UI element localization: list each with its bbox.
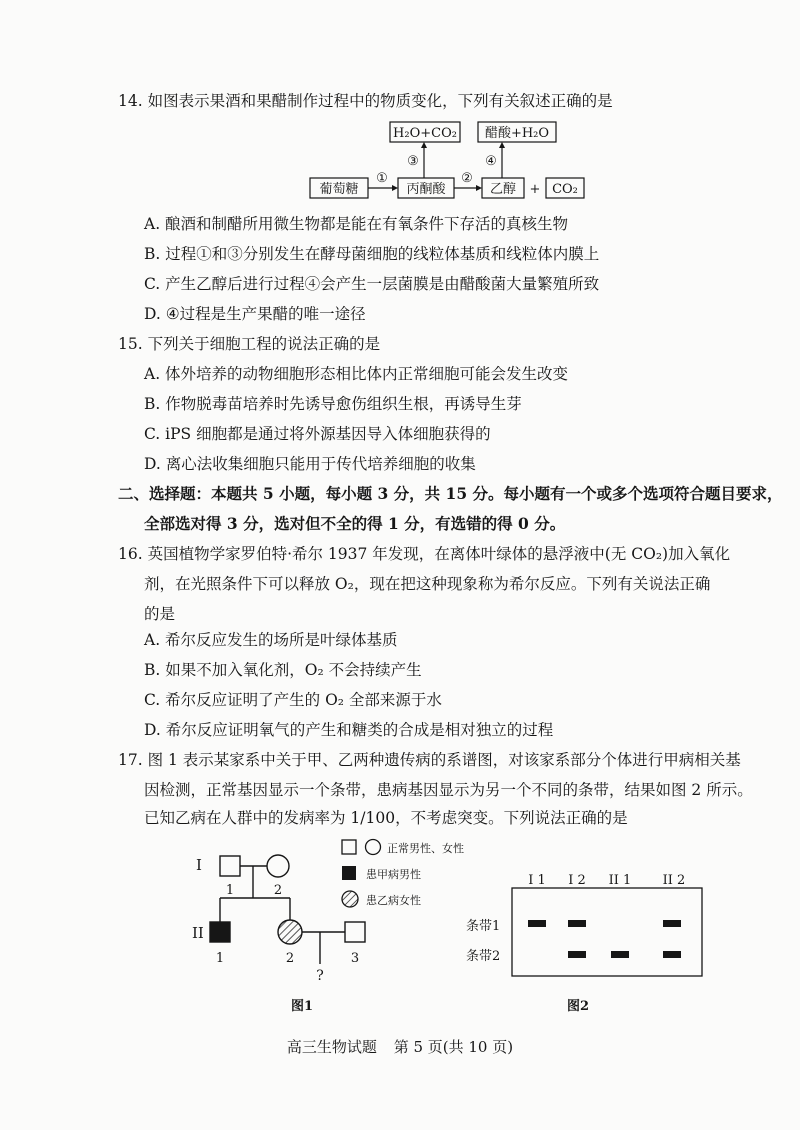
q15-option-c: C. iPS 细胞都是通过将外源基因导入体细胞获得的	[144, 425, 491, 443]
i1-normal-male	[220, 856, 240, 876]
ii2-number: 2	[285, 951, 295, 966]
band-ii1-2	[611, 951, 629, 958]
band-i2-2	[568, 951, 586, 958]
q14-option-a: A. 酿酒和制醋所用微生物都是能在有氧条件下存活的真核生物	[144, 215, 569, 233]
q14-option-c: C. 产生乙醇后进行过程④会产生一层菌膜是由醋酸菌大量繁殖所致	[144, 275, 600, 293]
legend-disease-b-text: 患乙病女性	[366, 894, 421, 907]
ii1-number: 1	[215, 951, 225, 966]
legend-disease-a-icon	[342, 866, 356, 880]
legend-male-icon	[342, 840, 356, 854]
step-4: ④	[485, 154, 497, 169]
label-plus: +	[529, 182, 541, 197]
band-i1-1	[528, 920, 546, 927]
ii3-normal-male	[345, 922, 365, 942]
label-ethanol: 乙醇	[489, 182, 517, 197]
gel-figure	[460, 866, 720, 1016]
section2-line2: 全部选对得 3 分，选对但不全的得 1 分，有选错的得 0 分。	[144, 514, 566, 533]
q14-option-b: B. 过程①和③分别发生在酵母菌细胞的线粒体基质和线粒体内膜上	[144, 245, 600, 263]
q17-stem-2: 因检测，正常基因显示一个条带，患病基因显示为另一个不同的条带，结果如图 2 所示。	[144, 781, 753, 799]
band1-label: 条带1	[466, 919, 501, 934]
legend-normal-text: 正常男性、女性	[387, 842, 464, 855]
gen-2-label: II	[192, 924, 204, 942]
q16-stem-1: 16. 英国植物学家罗伯特·希尔 1937 年发现，在离体叶绿体的悬浮液中(无 CO₂)加入氧化	[118, 545, 731, 563]
footer-title: 高三生物试题	[286, 1038, 377, 1056]
q16-stem-2: 剂，在光照条件下可以释放 O₂，现在把这种现象称为希尔反应。下列有关说法正确	[144, 575, 711, 593]
gen-1-label: I	[196, 856, 202, 874]
gel-col-i2: I 2	[568, 873, 586, 888]
legend-disease-b-icon	[342, 891, 358, 907]
gel-col-ii2: II 2	[662, 873, 686, 888]
label-co2: CO₂	[552, 182, 578, 197]
step-1: ①	[376, 171, 388, 186]
band-i2-1	[568, 920, 586, 927]
band-ii2-2	[663, 951, 681, 958]
q17-stem-3: 已知乙病在人群中的发病率为 1/100，不考虑突变。下列说法正确的是	[144, 809, 628, 827]
q16-option-b: B. 如果不加入氧化剂，O₂ 不会持续产生	[144, 661, 422, 679]
q16-option-d: D. 希尔反应证明氧气的产生和糖类的合成是相对独立的过程	[144, 721, 554, 739]
legend-disease-a-text: 患甲病男性	[366, 868, 421, 881]
label-h2o-co2: H₂O+CO₂	[393, 126, 457, 141]
q15-stem: 15. 下列关于细胞工程的说法正确的是	[118, 335, 381, 353]
gel-col-ii1: II 1	[608, 873, 632, 888]
q16-option-a: A. 希尔反应发生的场所是叶绿体基质	[144, 631, 398, 649]
q16-option-c: C. 希尔反应证明了产生的 O₂ 全部来源于水	[144, 691, 442, 709]
i1-number: 1	[225, 883, 235, 898]
fig2-caption: 图2	[566, 999, 590, 1014]
ii1-affected-male	[210, 922, 230, 942]
pedigree-figure	[180, 836, 490, 1016]
i2-normal-female	[267, 855, 289, 877]
footer-page: 第 5 页(共 10 页)	[393, 1038, 514, 1056]
q16-stem-3: 的是	[144, 605, 176, 623]
q14-option-d: D. ④过程是生产果醋的唯一途径	[144, 305, 366, 323]
step-3: ③	[407, 154, 419, 169]
label-pyruvate: 丙酮酸	[406, 182, 446, 197]
band-ii2-1	[663, 920, 681, 927]
gel-col-i1: I 1	[528, 873, 546, 888]
fermentation-diagram	[300, 118, 600, 206]
i2-number: 2	[273, 883, 283, 898]
ii3-number: 3	[350, 951, 360, 966]
label-acetic: 醋酸+H₂O	[484, 126, 550, 141]
ii2-affected-female	[278, 920, 302, 944]
section2-line1: 二、选择题：本题共 5 小题，每小题 3 分，共 15 分。每小题有一个或多个选项符合题目要求，	[118, 484, 783, 503]
q15-option-b: B. 作物脱毒苗培养时先诱导愈伤组织生根，再诱导生芽	[144, 395, 522, 413]
q17-stem-1: 17. 图 1 表示某家系中关于甲、乙两种遗传病的系谱图，对该家系部分个体进行甲病相关基	[118, 751, 741, 769]
q15-option-d: D. 离心法收集细胞只能用于传代培养细胞的收集	[144, 455, 476, 473]
gel-frame	[512, 888, 702, 976]
q15-option-a: A. 体外培养的动物细胞形态相比体内正常细胞可能会发生改变	[144, 365, 569, 383]
legend-female-icon	[366, 840, 381, 855]
q14-stem: 14. 如图表示果酒和果醋制作过程中的物质变化，下列有关叙述正确的是	[118, 92, 613, 110]
page-footer	[0, 1036, 800, 1057]
label-glucose: 葡萄糖	[319, 182, 359, 197]
fig1-caption: 图1	[290, 999, 314, 1014]
step-2: ②	[461, 171, 473, 186]
band2-label: 条带2	[466, 949, 501, 964]
unknown-offspring: ?	[316, 968, 324, 984]
